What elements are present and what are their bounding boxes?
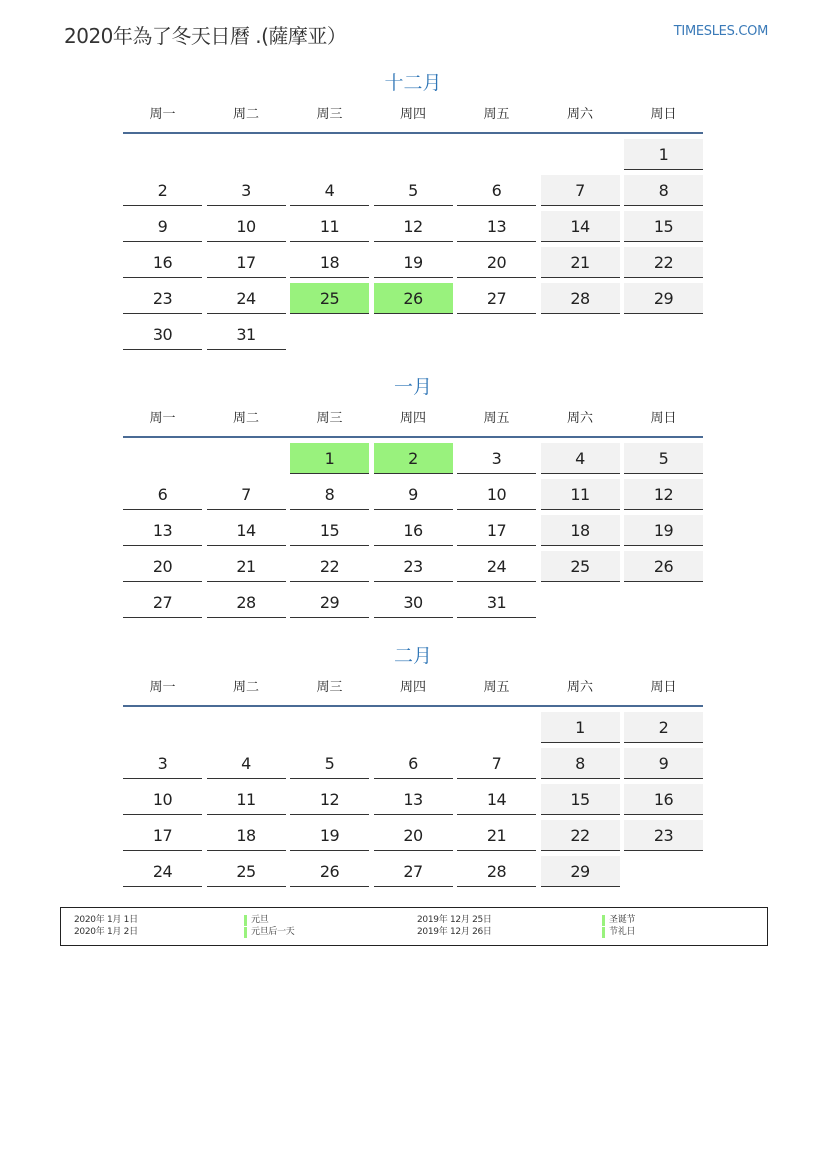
day-cell: 22 — [541, 820, 620, 851]
day-cell: 12 — [624, 479, 703, 510]
weekday-label: 周四 — [399, 680, 426, 695]
day-cell: 24 — [457, 551, 536, 582]
day-cell: 6 — [457, 175, 536, 206]
week-row — [123, 551, 703, 587]
legend-dates-left — [74, 914, 138, 938]
day-cell: 15 — [290, 515, 369, 546]
weekday-label: 周二 — [232, 107, 259, 122]
day-cell-empty — [123, 443, 202, 474]
day-cell: 16 — [123, 247, 202, 278]
day-cell: 30 — [123, 319, 202, 350]
day-cell: 18 — [541, 515, 620, 546]
day-cell: 24 — [207, 283, 286, 314]
legend-holiday-name: 圣诞节 — [609, 915, 636, 925]
day-cell: 7 — [457, 748, 536, 779]
weekday-label: 周日 — [650, 680, 677, 695]
day-cell: 12 — [374, 211, 453, 242]
weekday-header — [123, 671, 703, 707]
weekday-header — [123, 402, 703, 438]
week-row — [123, 211, 703, 247]
day-cell: 2 — [374, 443, 453, 474]
day-cell-empty — [290, 712, 369, 743]
day-cell: 30 — [374, 587, 453, 618]
day-cell: 22 — [290, 551, 369, 582]
day-cell: 29 — [290, 587, 369, 618]
day-cell: 16 — [374, 515, 453, 546]
day-cell: 14 — [541, 211, 620, 242]
day-cell: 19 — [290, 820, 369, 851]
day-cell: 23 — [123, 283, 202, 314]
day-cell: 3 — [207, 175, 286, 206]
day-cell: 15 — [541, 784, 620, 815]
weekday-label: 周六 — [566, 411, 593, 426]
week-row — [123, 443, 703, 479]
day-cell-empty — [374, 319, 453, 350]
week-row — [123, 283, 703, 319]
week-row — [123, 319, 703, 355]
legend-date: 2020年 1月 2日 — [74, 927, 138, 937]
day-cell: 2 — [123, 175, 202, 206]
weekday-label: 周一 — [149, 107, 176, 122]
legend-dates-right — [417, 914, 492, 938]
month-block — [123, 68, 703, 355]
day-cell: 11 — [541, 479, 620, 510]
week-row — [123, 784, 703, 820]
day-cell: 10 — [457, 479, 536, 510]
weekday-label: 周六 — [566, 680, 593, 695]
day-cell: 26 — [624, 551, 703, 582]
day-cell: 20 — [123, 551, 202, 582]
day-cell: 31 — [457, 587, 536, 618]
month-title: 一月 — [393, 376, 432, 398]
page-title: 2020年為了冬天日曆 .(薩摩亚） — [64, 24, 347, 48]
day-cell: 21 — [541, 247, 620, 278]
day-cell: 5 — [624, 443, 703, 474]
week-row — [123, 247, 703, 283]
day-cell-empty — [207, 712, 286, 743]
day-cell-empty — [457, 319, 536, 350]
week-row — [123, 712, 703, 748]
day-cell: 10 — [123, 784, 202, 815]
day-cell: 28 — [541, 283, 620, 314]
week-row — [123, 748, 703, 784]
day-cell: 4 — [541, 443, 620, 474]
day-cell: 7 — [541, 175, 620, 206]
day-cell: 8 — [624, 175, 703, 206]
weekday-label: 周五 — [483, 680, 510, 695]
day-cell: 15 — [624, 211, 703, 242]
day-cell: 6 — [123, 479, 202, 510]
day-cell: 24 — [123, 856, 202, 887]
day-cell: 11 — [290, 211, 369, 242]
day-cell: 5 — [374, 175, 453, 206]
day-cell: 21 — [457, 820, 536, 851]
day-cell-empty — [624, 587, 703, 618]
week-row — [123, 820, 703, 856]
day-cell: 23 — [624, 820, 703, 851]
month-title: 十二月 — [384, 72, 442, 94]
weekday-label: 周五 — [483, 107, 510, 122]
weekday-label: 周三 — [316, 411, 343, 426]
day-cell-empty — [457, 712, 536, 743]
day-cell: 2 — [624, 712, 703, 743]
day-cell: 5 — [290, 748, 369, 779]
weekday-label: 周三 — [316, 680, 343, 695]
legend-names-left — [244, 914, 295, 938]
legend-date: 2020年 1月 1日 — [74, 915, 138, 925]
weekday-label: 周二 — [232, 680, 259, 695]
day-cell: 16 — [624, 784, 703, 815]
day-cell: 9 — [624, 748, 703, 779]
day-cell: 4 — [207, 748, 286, 779]
day-cell: 20 — [457, 247, 536, 278]
day-cell-empty — [541, 319, 620, 350]
day-cell: 17 — [207, 247, 286, 278]
day-cell: 19 — [374, 247, 453, 278]
weekday-label: 周四 — [399, 411, 426, 426]
day-cell-empty — [624, 856, 703, 887]
day-cell: 17 — [457, 515, 536, 546]
day-cell-empty — [290, 319, 369, 350]
month-block — [123, 372, 703, 623]
day-cell-empty — [207, 139, 286, 170]
day-cell: 29 — [624, 283, 703, 314]
day-cell: 6 — [374, 748, 453, 779]
day-cell: 27 — [374, 856, 453, 887]
day-cell-empty — [457, 139, 536, 170]
day-cell-empty — [374, 712, 453, 743]
legend-names-right — [602, 914, 635, 938]
day-cell: 20 — [374, 820, 453, 851]
day-cell: 28 — [457, 856, 536, 887]
legend-date: 2019年 12月 26日 — [417, 927, 492, 937]
month-title: 二月 — [393, 645, 432, 667]
day-cell: 13 — [457, 211, 536, 242]
weekday-label: 周一 — [149, 680, 176, 695]
day-cell: 29 — [541, 856, 620, 887]
day-cell: 1 — [624, 139, 703, 170]
day-cell: 28 — [207, 587, 286, 618]
day-cell: 11 — [207, 784, 286, 815]
day-cell: 9 — [374, 479, 453, 510]
day-cell: 27 — [123, 587, 202, 618]
day-cell: 18 — [207, 820, 286, 851]
weekday-header — [123, 98, 703, 134]
day-cell: 25 — [207, 856, 286, 887]
day-cell: 7 — [207, 479, 286, 510]
week-row — [123, 515, 703, 551]
legend-holiday-name: 元旦后一天 — [251, 927, 295, 937]
day-cell: 1 — [541, 712, 620, 743]
day-cell: 17 — [123, 820, 202, 851]
day-cell: 12 — [290, 784, 369, 815]
week-row — [123, 587, 703, 623]
day-cell: 22 — [624, 247, 703, 278]
holiday-legend — [60, 907, 768, 946]
weeks-grid — [123, 134, 703, 355]
day-cell: 25 — [541, 551, 620, 582]
day-cell-empty — [541, 587, 620, 618]
legend-date: 2019年 12月 25日 — [417, 915, 492, 925]
weekday-label: 周日 — [650, 107, 677, 122]
week-row — [123, 175, 703, 211]
day-cell-empty — [541, 139, 620, 170]
day-cell-empty — [374, 139, 453, 170]
day-cell: 14 — [457, 784, 536, 815]
day-cell: 4 — [290, 175, 369, 206]
day-cell: 3 — [123, 748, 202, 779]
day-cell: 10 — [207, 211, 286, 242]
weekday-label: 周五 — [483, 411, 510, 426]
day-cell: 18 — [290, 247, 369, 278]
day-cell-empty — [207, 443, 286, 474]
day-cell: 27 — [457, 283, 536, 314]
day-cell: 1 — [290, 443, 369, 474]
day-cell: 8 — [541, 748, 620, 779]
day-cell: 21 — [207, 551, 286, 582]
day-cell: 14 — [207, 515, 286, 546]
weekday-label: 周二 — [232, 411, 259, 426]
day-cell-empty — [123, 712, 202, 743]
weekday-label: 周三 — [316, 107, 343, 122]
day-cell: 23 — [374, 551, 453, 582]
legend-holiday-name: 元旦 — [251, 914, 295, 926]
week-row — [123, 479, 703, 515]
day-cell: 19 — [624, 515, 703, 546]
week-row — [123, 139, 703, 175]
week-row — [123, 856, 703, 892]
month-block — [123, 641, 703, 892]
weekday-label: 周四 — [399, 107, 426, 122]
day-cell: 8 — [290, 479, 369, 510]
day-cell: 13 — [374, 784, 453, 815]
day-cell: 13 — [123, 515, 202, 546]
day-cell: 31 — [207, 319, 286, 350]
weekday-label: 周六 — [566, 107, 593, 122]
day-cell-empty — [123, 139, 202, 170]
site-link[interactable]: TIMESLES.COM — [673, 24, 768, 39]
day-cell-empty — [624, 319, 703, 350]
weekday-label: 周日 — [650, 411, 677, 426]
day-cell: 3 — [457, 443, 536, 474]
weekday-label: 周一 — [149, 411, 176, 426]
weeks-grid — [123, 438, 703, 623]
day-cell: 9 — [123, 211, 202, 242]
day-cell: 26 — [290, 856, 369, 887]
day-cell: 26 — [374, 283, 453, 314]
day-cell-empty — [290, 139, 369, 170]
day-cell: 25 — [290, 283, 369, 314]
legend-holiday-name: 节礼日 — [609, 927, 636, 937]
weeks-grid — [123, 707, 703, 892]
